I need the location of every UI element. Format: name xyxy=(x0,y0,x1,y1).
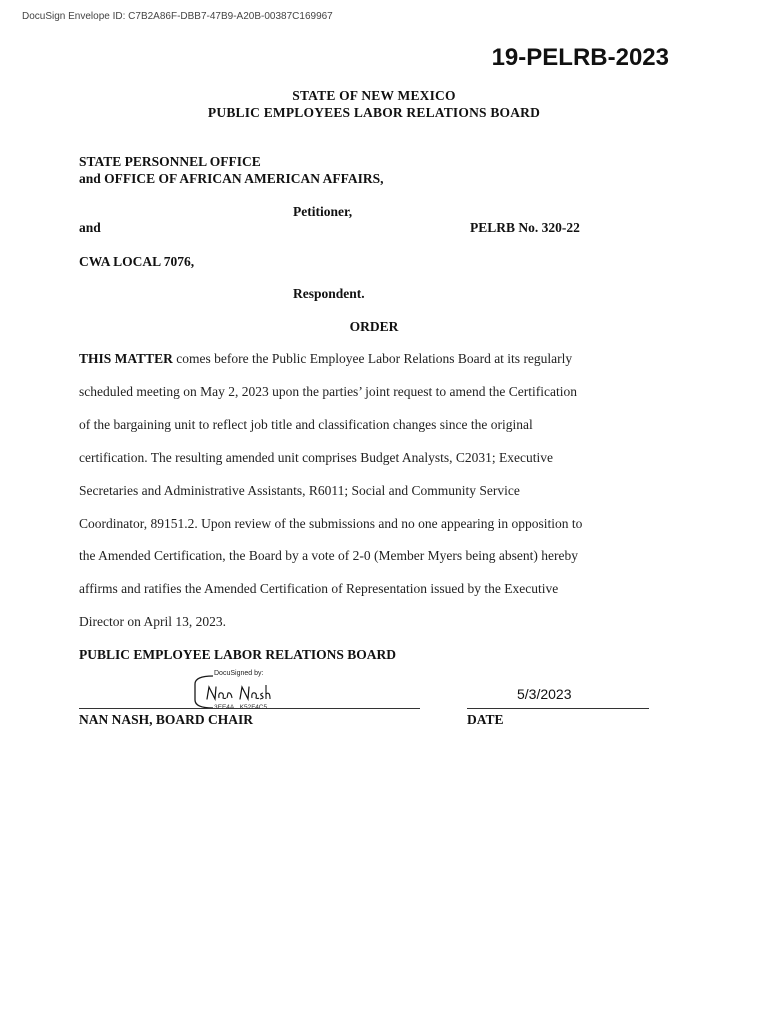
body-line-3: of the bargaining unit to reflect job title and classification changes since the original xyxy=(79,417,533,432)
caption-and: and xyxy=(79,220,101,235)
body-line-9: Director on April 13, 2023. xyxy=(79,614,226,629)
body-line-2: scheduled meeting on May 2, 2023 upon the parties’ joint request to amend the Certification xyxy=(79,384,577,399)
docusigned-by-label: DocuSigned by: xyxy=(214,670,264,677)
petitioner-name-line2: and OFFICE OF AFRICAN AMERICAN AFFAIRS, xyxy=(79,171,384,186)
signer-label: NAN NASH, BOARD CHAIR xyxy=(79,712,254,727)
petitioner-name-line1: STATE PERSONNEL OFFICE xyxy=(79,154,261,169)
body-line-5: Secretaries and Administrative Assistants, R6011; Social and Community Service xyxy=(79,483,520,498)
respondent-role: Respondent. xyxy=(293,286,365,301)
body-line-7: the Amended Certification, the Board by a vote of 2-0 (Member Myers being absent) hereby xyxy=(79,548,578,563)
body-line-4: certification. The resulting amended unit comprises Budget Analysts, C2031; Executive xyxy=(79,450,554,465)
signature-line xyxy=(79,708,420,709)
order-title: ORDER xyxy=(349,319,399,334)
petitioner-role: Petitioner, xyxy=(293,204,353,219)
respondent-name: CWA LOCAL 7076, xyxy=(79,254,195,269)
docusign-envelope-id: DocuSign Envelope ID: C7B2A86F-DBB7-47B9-A20B-00387C169967 xyxy=(22,11,333,22)
body-line-6: Coordinator, 89151.2. Upon review of the submissions and no one appearing in opposition to xyxy=(79,516,583,531)
heading-state: STATE OF NEW MEXICO xyxy=(292,88,456,103)
body-line-1-text: comes before the Public Employee Labor Relations Board at its regularly xyxy=(172,351,573,366)
signature-icon xyxy=(205,681,275,705)
heading-board: PUBLIC EMPLOYEES LABOR RELATIONS BOARD xyxy=(207,105,541,120)
date-label: DATE xyxy=(467,712,504,727)
board-name: PUBLIC EMPLOYEE LABOR RELATIONS BOARD xyxy=(79,647,397,662)
case-number: 19-PELRB-2023 xyxy=(491,44,669,71)
pelrb-number: PELRB No. 320-22 xyxy=(470,220,580,235)
date-line xyxy=(467,708,649,709)
body-line-8: affirms and ratifies the Amended Certification of Representation issued by the Executive xyxy=(79,581,559,596)
signature-date: 5/3/2023 xyxy=(517,686,572,702)
body-lead: THIS MATTER xyxy=(79,351,173,366)
handwritten-signature xyxy=(205,681,275,705)
docusign-id: 3EE4A...K52F4C5... xyxy=(214,704,273,711)
body-line-1 xyxy=(79,351,572,367)
